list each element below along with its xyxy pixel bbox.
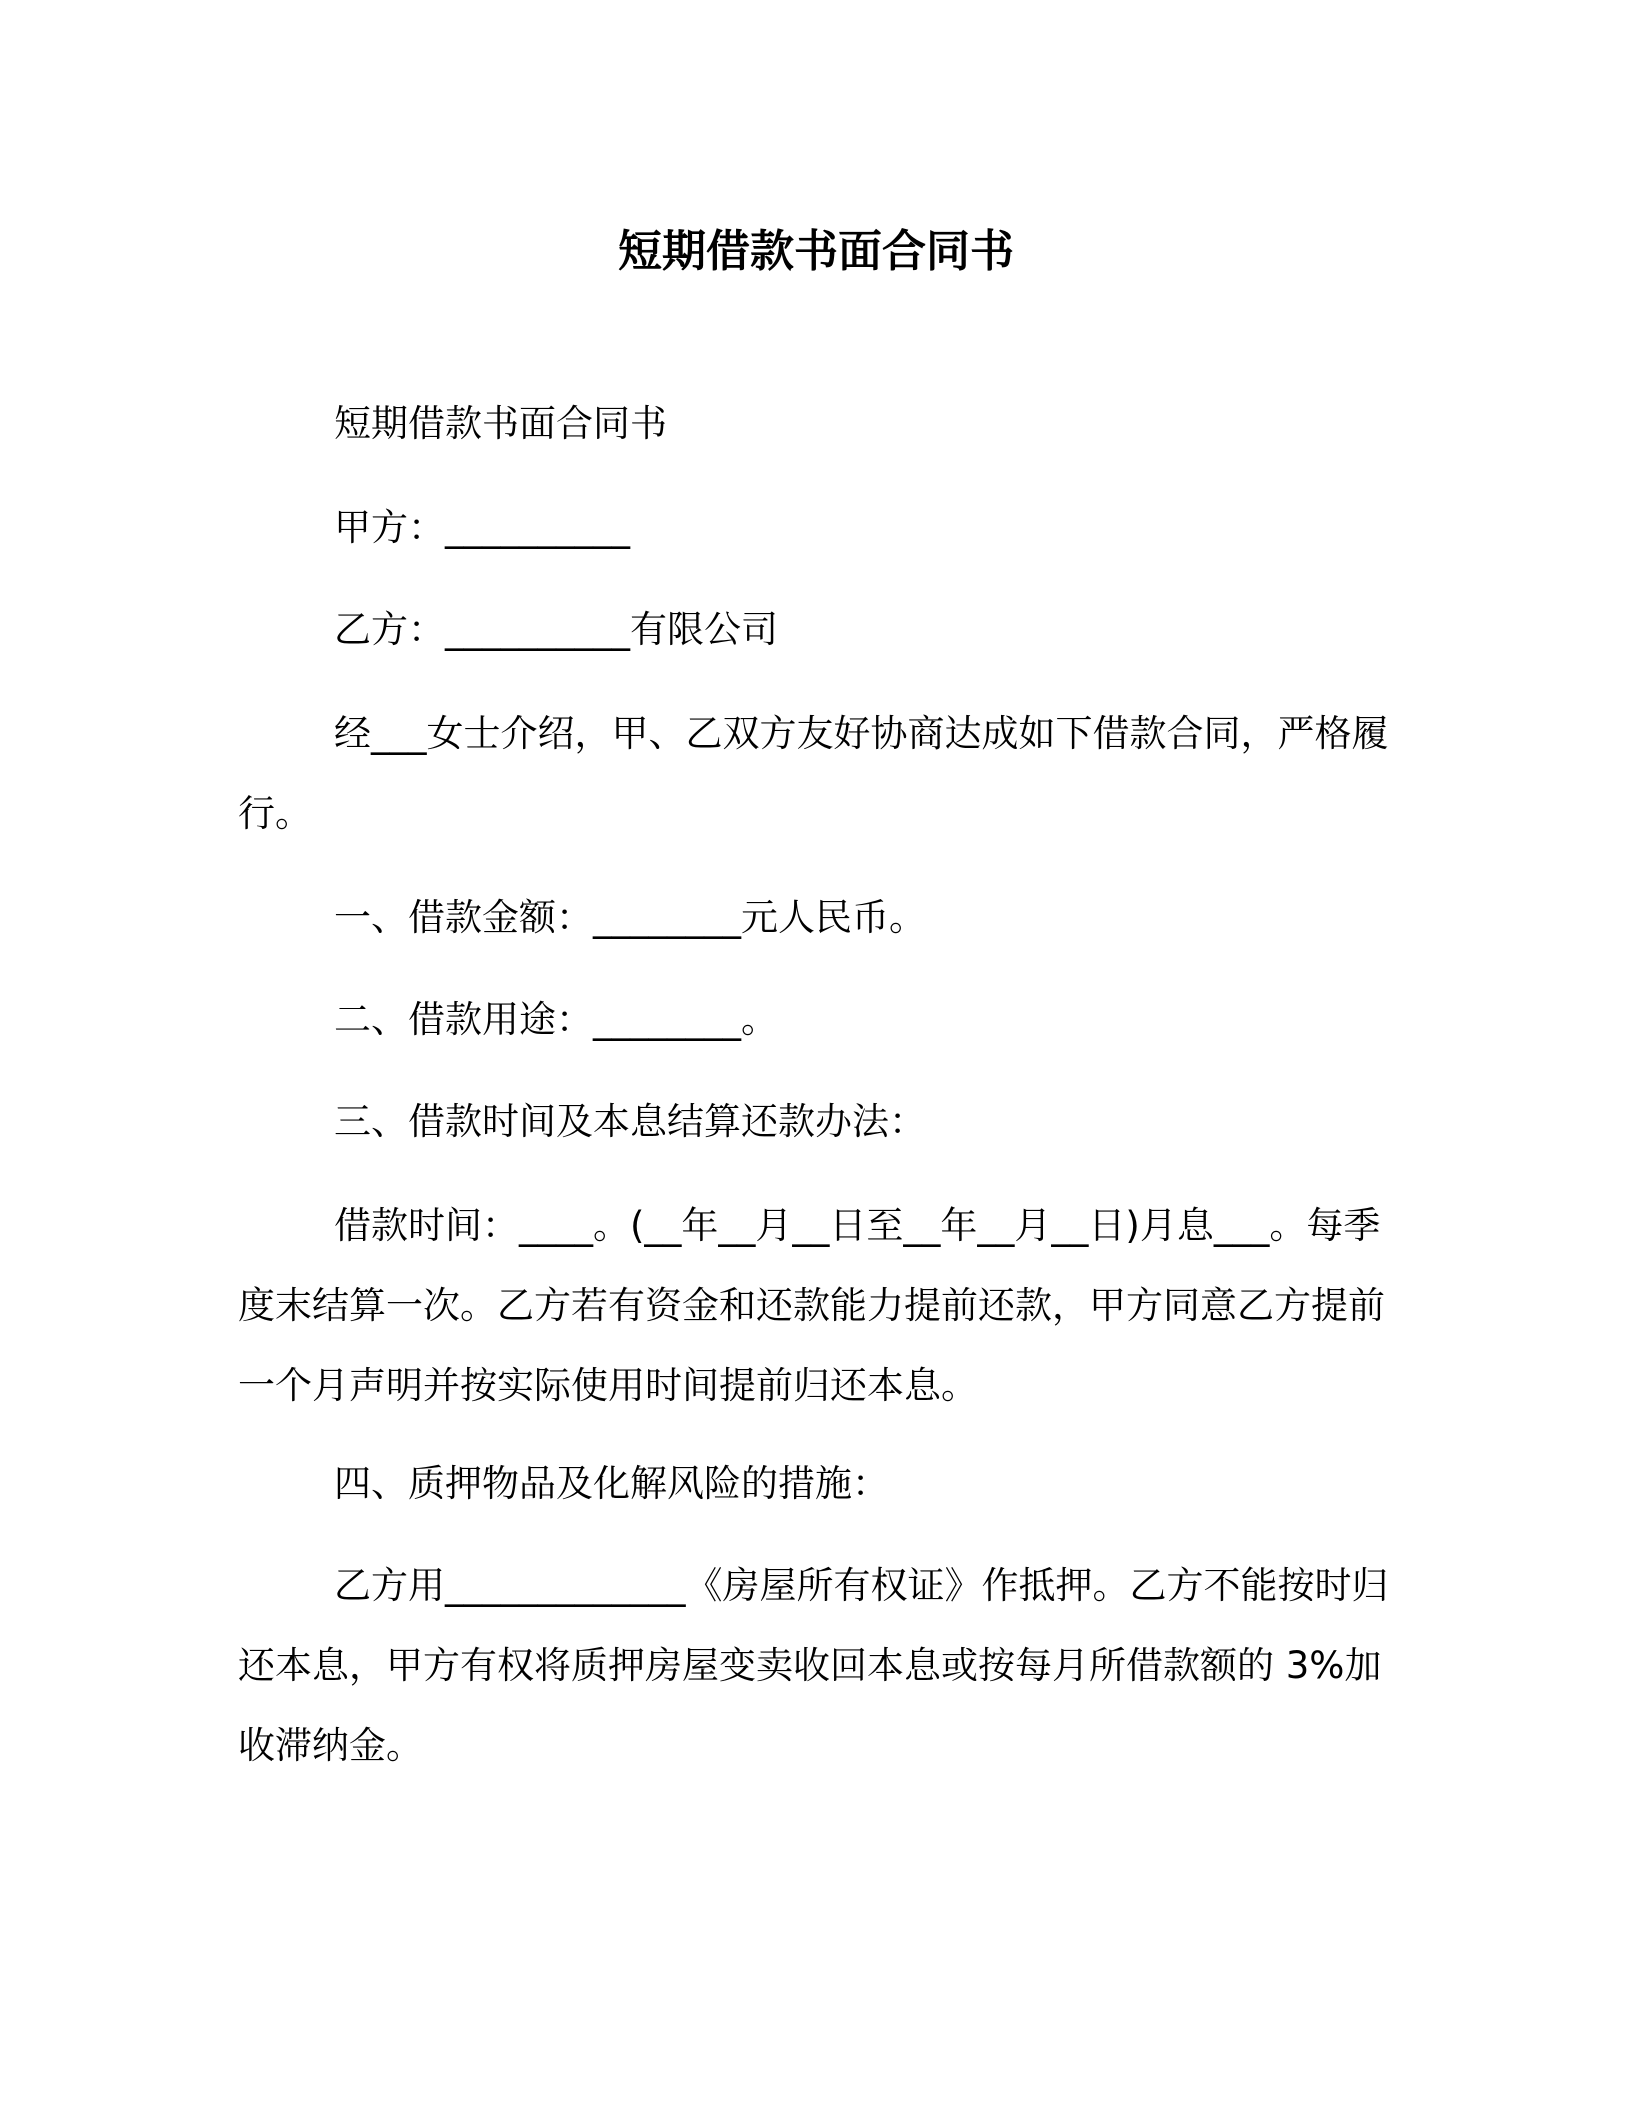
clause-pledge-details: 乙方用_____________《房屋所有权证》作抵押。乙方不能按时归还本息，甲方有权将质押房屋变卖收回本息或按每月所借款额的 3%加收滞纳金。 [238,1564,1389,1767]
clause-loan-time: 借款时间：____。(__年__月__日至__年__月__日)月息___。每季度末结算一次。乙方若有资金和还款能力提前还款，甲方同意乙方提前一个月声明并按实际使用时间提前归还本息。 [238,1204,1385,1407]
document-title: 短期借款书面合同书 [618,226,1014,277]
clause-loan-amount: 一、借款金额：________元人民币。 [334,896,926,939]
intro-paragraph: 经___女士介绍，甲、乙双方友好协商达成如下借款合同，严格履行。 [238,712,1389,835]
clause-loan-purpose: 二、借款用途：________。 [334,998,778,1041]
party-a-line: 甲方：__________ [334,506,630,549]
document-subtitle: 短期借款书面合同书 [334,402,667,445]
clause-pledge-heading: 四、质押物品及化解风险的措施： [334,1462,889,1505]
party-b-line: 乙方：__________有限公司 [334,608,778,651]
clause-repayment-heading: 三、借款时间及本息结算还款办法： [334,1100,926,1143]
